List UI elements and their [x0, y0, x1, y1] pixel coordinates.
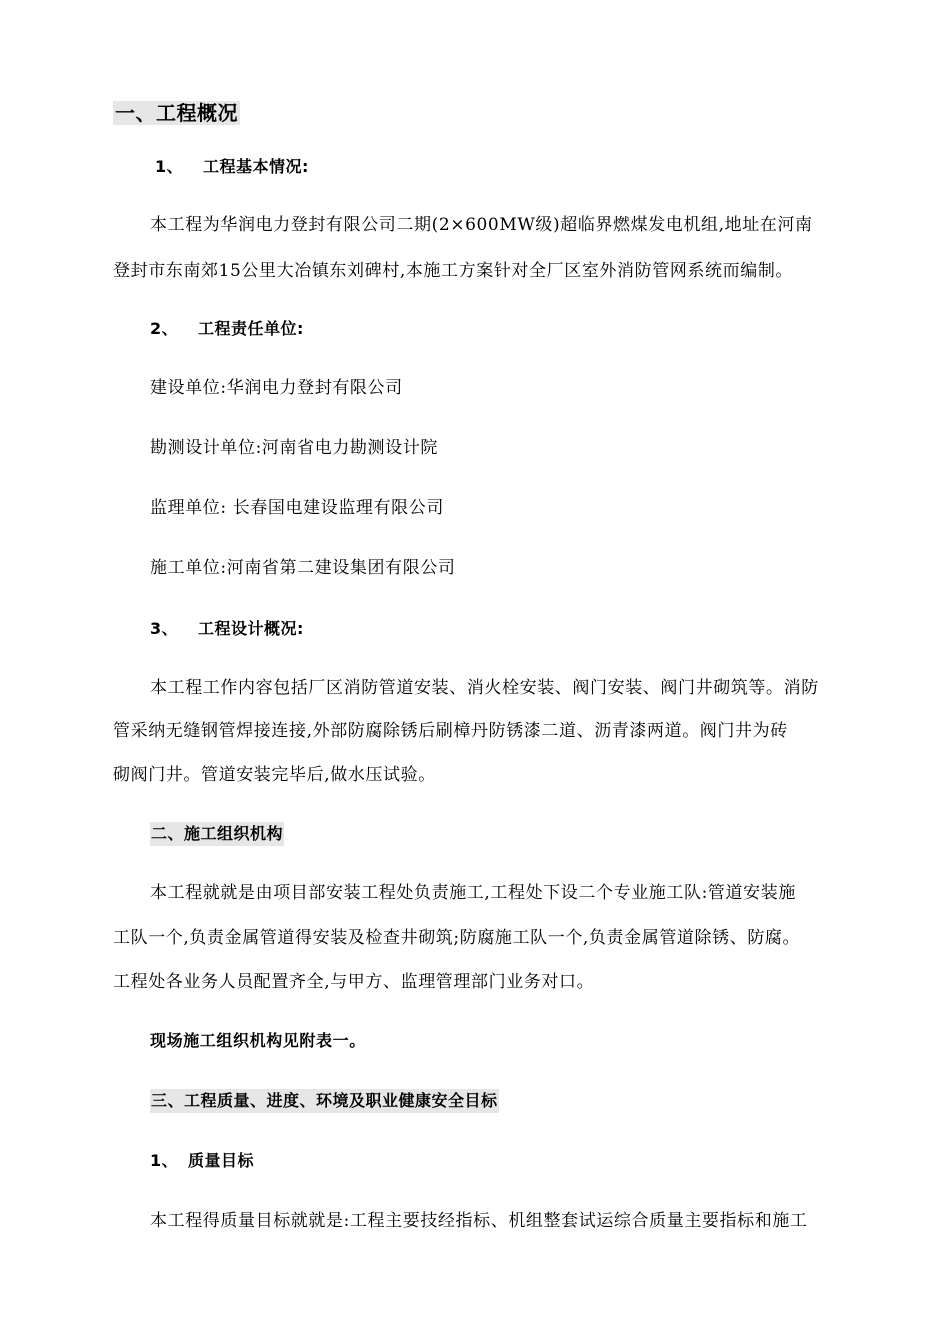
- subheading-title: 工程责任单位:: [198, 319, 304, 338]
- subheading-title: 工程设计概况:: [198, 619, 304, 638]
- contractor-unit: 施工单位:河南省第二建设集团有限公司: [150, 558, 456, 578]
- construction-unit: 建设单位:华润电力登封有限公司: [150, 378, 403, 398]
- section-heading-organization: 二、施工组织机构: [150, 822, 284, 846]
- paragraph-line: 砌阀门井。管道安装完毕后,做水压试验。: [113, 765, 436, 785]
- design-unit: 勘测设计单位:河南省电力勘测设计院: [150, 438, 438, 458]
- subheading-number: 2、: [150, 319, 179, 338]
- paragraph-line: 登封市东南郊15公里大冶镇东刘碑村,本施工方案针对全厂区室外消防管网系统而编制。: [113, 261, 794, 281]
- subheading-title: 质量目标: [188, 1151, 255, 1170]
- paragraph-line: 本工程得质量目标就就是:工程主要技经指标、机组整套试运综合质量主要指标和施工: [150, 1211, 808, 1231]
- organization-note: 现场施工组织机构见附表一。: [150, 1031, 366, 1050]
- paragraph-line: 管采纳无缝钢管焊接连接,外部防腐除锈后刷樟丹防锈漆二道、沥青漆两道。阀门井为砖: [113, 721, 788, 741]
- subheading-number: 1、: [150, 1151, 179, 1170]
- paragraph-line: 工程处各业务人员配置齐全,与甲方、监理管理部门业务对口。: [113, 972, 595, 992]
- paragraph-line: 本工程为华润电力登封有限公司二期(2×600MW级)超临界燃煤发电机组,地址在河南: [150, 215, 813, 235]
- paragraph-line: 本工程工作内容包括厂区消防管道安装、消火栓安装、阀门安装、阀门井砌筑等。消防: [150, 678, 819, 698]
- supervision-unit: 监理单位: 长春国电建设监理有限公司: [150, 498, 444, 518]
- subheading-title: 工程基本情况:: [203, 157, 309, 176]
- section-heading-targets: 三、工程质量、进度、环境及职业健康安全目标: [150, 1089, 499, 1113]
- paragraph-line: 本工程就就是由项目部安装工程处负责施工,工程处下设二个专业施工队:管道安装施: [150, 883, 796, 903]
- paragraph-line: 工队一个,负责金属管道得安装及检查井砌筑;防腐施工队一个,负责金属管道除锈、防腐。: [113, 928, 801, 948]
- subheading-responsible-units: [150, 317, 304, 341]
- subheading-basic-info: [155, 155, 309, 179]
- subheading-design-overview: [150, 617, 304, 641]
- subheading-quality-target: [150, 1149, 254, 1173]
- subheading-number: 3、: [150, 619, 179, 638]
- section-heading-overview: 一、工程概况: [115, 101, 238, 125]
- subheading-number: 1、: [155, 157, 184, 176]
